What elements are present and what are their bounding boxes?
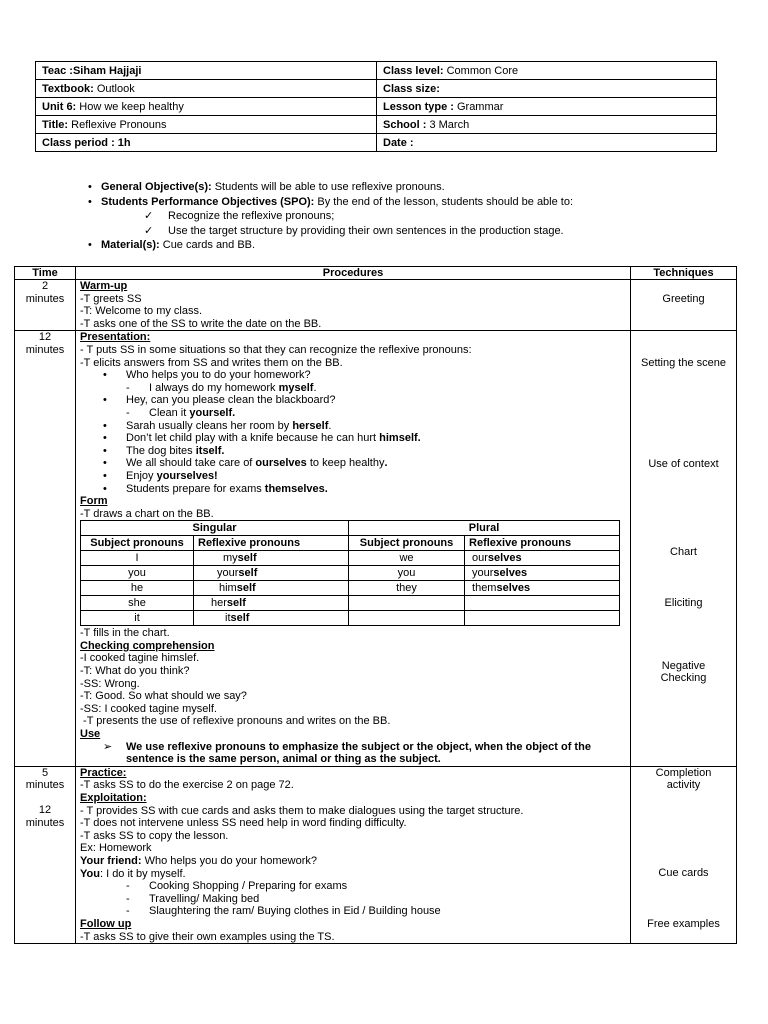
practice-procedure: Practice: -T asks SS to do the exercise 2 on page 72. Exploitation: - T provides SS with cue cards and asks them to make dialogues using the target structure. -T does not intervene unless SS need help in word finding difficulty. -T asks SS to copy the lesson. Ex: Homework Your friend: Who helps you do your homework? You: I do it by myself. - Cooking Shopping / Preparing for exams - Travelling/ Making bed - Slaughtering the ram/ Buying clothes in Eid / Building house Follow up -T asks SS to give their own examples using the TS. (76, 766, 631, 943)
example-item: • Students prepare for exams themselves. (103, 482, 328, 495)
warmup-procedure: Warm-up -T greets SS -T: Welcome to my class. -T asks one of the SS to write the date on the BB. (76, 280, 631, 331)
class-level-cell: Class level: Common Core (377, 62, 717, 80)
example-answer: - I always do my homework myself. (126, 381, 317, 394)
title-cell: Title: Reflexive Pronouns (36, 116, 377, 134)
practice-techniques: Completion activity Cue cards Free examples (631, 766, 737, 943)
example-item: • The dog bites itself. (103, 444, 225, 457)
warmup-time: 2 minutes (15, 280, 76, 331)
bullet-icon: • (103, 394, 107, 407)
practice-time: 5 minutes 12 minutes (15, 766, 76, 943)
reflexive-pronouns-header: Reflexive pronouns (194, 536, 349, 551)
singular-header: Singular (81, 521, 349, 536)
practice-row (15, 766, 737, 943)
spo-objective: • Students Performance Objectives (SPO): By the end of the lesson, students should be able to: (88, 195, 574, 208)
checkmark-icon: ✓ (144, 210, 154, 222)
checking-heading: Checking comprehension (80, 639, 215, 652)
bullet-icon: • (103, 457, 107, 470)
bullet-icon: • (88, 239, 92, 251)
warmup-heading: Warm-up (80, 280, 128, 292)
spo-item: ✓ Use the target structure by providing their own sentences in the production stage. (144, 224, 564, 237)
textbook-cell: Textbook: Outlook (36, 80, 377, 98)
bullet-icon: • (103, 369, 107, 382)
teacher-cell: Teac :Siham Hajjaji (36, 62, 377, 80)
form-heading: Form (80, 495, 108, 508)
example-item: • Enjoy yourselves! (103, 469, 218, 482)
techniques-column-header: Techniques (631, 267, 737, 280)
plural-header: Plural (349, 521, 620, 536)
example-item: • Who helps you to do your homework? (103, 369, 311, 382)
date-cell: Date : (377, 134, 717, 152)
bullet-icon: • (88, 195, 92, 208)
procedures-table (14, 266, 737, 944)
bullet-icon: • (88, 181, 92, 193)
unit-cell: Unit 6: How we keep healthy (36, 98, 377, 116)
school-cell: School : 3 March (377, 116, 717, 134)
followup-heading: Follow up (80, 917, 132, 930)
bullet-icon: • (103, 482, 107, 495)
presentation-techniques: Setting the scene Use of context Chart Eliciting Negative Checking (631, 331, 737, 766)
subject-pronouns-header: Subject pronouns (81, 536, 194, 551)
chart-row: I myself we ourselves (81, 551, 620, 566)
example-item: • Sarah usually cleans her room by herself. (103, 419, 332, 432)
use-rule: ➢ We use reflexive pronouns to emphasize the subject or the object, when the object of the sentence is the same person, animal or thing as the subject. (103, 740, 591, 766)
presentation-heading: Presentation: (80, 331, 151, 344)
general-objective: • General Objective(s): Students will be able to use reflexive pronouns. (88, 181, 445, 193)
bullet-icon: • (103, 469, 107, 482)
example-item: • Don’t let child play with a knife because he can hurt himself. (103, 432, 421, 445)
class-period-cell: Class period : 1h (36, 134, 377, 152)
spo-item: ✓ Recognize the reflexive pronouns; (144, 210, 335, 222)
chart-row: she herself (81, 596, 620, 611)
bullet-icon: • (103, 444, 107, 457)
use-heading: Use (80, 728, 101, 741)
example-item: • We all should take care of ourselves to keep healthy. (103, 457, 388, 470)
example-item: • Hey, can you please clean the blackboard? (103, 394, 336, 407)
bullet-icon: • (103, 432, 107, 445)
chart-row: he himself they themselves (81, 581, 620, 596)
objectives-list (88, 181, 728, 254)
exploitation-heading: Exploitation: (80, 792, 147, 804)
time-column-header: Time (15, 267, 76, 280)
procedures-column-header: Procedures (76, 267, 631, 280)
reflexive-pronoun-chart (80, 520, 620, 626)
cue-item: - Travelling/ Making bed (126, 892, 260, 905)
chart-row: you yourself you yourselves (81, 566, 620, 581)
cue-item: - Cooking Shopping / Preparing for exams (126, 880, 348, 893)
lesson-header-table (35, 61, 717, 152)
materials-objective: • Material(s): Cue cards and BB. (88, 239, 256, 251)
chart-row: it itself (81, 611, 620, 626)
lesson-type-cell: Lesson type : Grammar (377, 98, 717, 116)
class-size-cell: Class size: (377, 80, 717, 98)
checkmark-icon: ✓ (144, 224, 154, 237)
presentation-row (15, 331, 737, 766)
warmup-row (15, 280, 737, 331)
warmup-technique: Greeting (631, 280, 737, 331)
reflexive-pronouns-header: Reflexive pronouns (465, 536, 620, 551)
bullet-icon: • (103, 419, 107, 432)
arrow-right-icon: ➢ (103, 740, 113, 753)
example-answer: - Clean it yourself. (126, 406, 236, 419)
practice-heading: Practice: (80, 766, 127, 779)
subject-pronouns-header: Subject pronouns (349, 536, 465, 551)
presentation-procedure: Presentation: - T puts SS in some situations so that they can recognize the reflexive pronouns: -T elicits answers from SS and writes them on the BB. • Who helps you to do your homework? - I always do my homework myself. • Hey, can you please clean the blackboard? - Clean it yourself. • Sarah usually cleans her room by herself. • Don’t let child play with a knife because he can hurt himself. • The dog bites itself. • We all should take care of ourselves to keep healthy. • Enjoy yourselves! • Students prepare for exams themselves. Form -T draws a chart on the BB. Singular Plural Subject pronouns Reflexive pronouns Subject pronouns Reflexive pronouns I myself we ourselves you yourself you yourselves he himself they themselves she herself it itself -T fills in the chart. Checking comprehension -I cooked tagine himslef. -T: What do you think? -SS: Wrong. -T: Good. So what should we say? -SS: I cooked tagine myself. -T presents the use of reflexive pronouns and writes on the BB. Use ➢ We use reflexive pronouns to emphasize the subject or the object, when the object of the sentence is the same person, animal or thing as the subject. (76, 331, 631, 766)
presentation-time: 12 minutes (15, 331, 76, 766)
cue-item: - Slaughtering the ram/ Buying clothes in Eid / Building house (126, 905, 441, 918)
